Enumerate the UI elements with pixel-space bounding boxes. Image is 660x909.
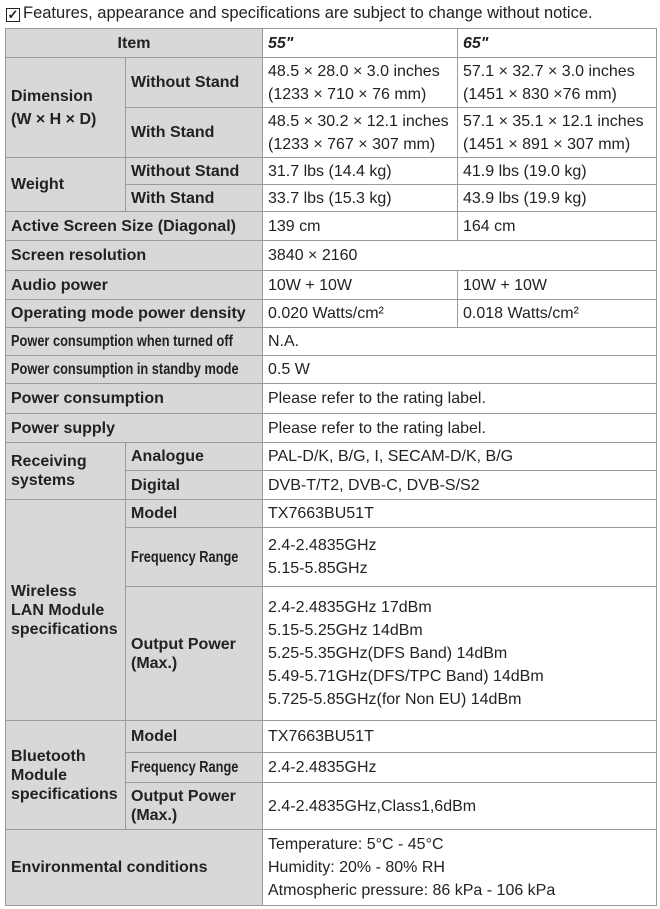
weight-with-label: With Stand bbox=[126, 185, 263, 212]
resolution-value: 3840 × 2160 bbox=[263, 241, 657, 271]
header-row bbox=[6, 29, 657, 58]
active-screen-55: 139 cm bbox=[263, 212, 458, 241]
dim-with-65: 57.1 × 35.1 × 12.1 inches (1451 × 891 × 307 mm) bbox=[458, 108, 657, 158]
wifi-output-label: Output Power (Max.) bbox=[126, 587, 263, 721]
op-density-65: 0.018 Watts/cm² bbox=[458, 300, 657, 328]
spec-table bbox=[5, 28, 657, 906]
active-screen-label: Active Screen Size (Diagonal) bbox=[6, 212, 263, 241]
weight-without-65: 41.9 lbs (19.0 kg) bbox=[458, 158, 657, 185]
audio-label: Audio power bbox=[6, 271, 263, 300]
notice bbox=[6, 3, 593, 23]
weight-label: Weight bbox=[6, 158, 126, 212]
table-row bbox=[6, 356, 657, 384]
table-row bbox=[6, 271, 657, 300]
audio-55: 10W + 10W bbox=[263, 271, 458, 300]
power-consumption-label: Power consumption bbox=[6, 384, 263, 414]
op-density-label: Operating mode power density bbox=[6, 300, 263, 328]
table-row bbox=[6, 500, 657, 528]
bt-freq-value: 2.4-2.4835GHz bbox=[263, 753, 657, 783]
table-row bbox=[6, 328, 657, 356]
digital-value: DVB-T/T2, DVB-C, DVB-S/S2 bbox=[263, 471, 657, 500]
bt-freq-label: Frequency Range bbox=[126, 753, 263, 783]
standby-value: 0.5 W bbox=[263, 356, 657, 384]
wifi-model-label: Model bbox=[126, 500, 263, 528]
table-row bbox=[6, 830, 657, 906]
checkbox-icon: ✓ bbox=[7, 7, 19, 22]
table-row bbox=[6, 212, 657, 241]
active-screen-65: 164 cm bbox=[458, 212, 657, 241]
wifi-freq-label: Frequency Range bbox=[126, 528, 263, 587]
table-row bbox=[6, 300, 657, 328]
table-row bbox=[6, 384, 657, 414]
bt-model-label: Model bbox=[126, 721, 263, 753]
power-consumption-value: Please refer to the rating label. bbox=[263, 384, 657, 414]
dim-without-65: 57.1 × 32.7 × 3.0 inches (1451 × 830 ×76 mm) bbox=[458, 58, 657, 108]
dim-with-stand-label: With Stand bbox=[126, 108, 263, 158]
op-density-55: 0.020 Watts/cm² bbox=[263, 300, 458, 328]
header-55: 55" bbox=[263, 29, 458, 58]
header-item: Item bbox=[6, 29, 263, 58]
power-supply-label: Power supply bbox=[6, 414, 263, 443]
power-off-label: Power consumption when turned off bbox=[6, 328, 263, 356]
dim-without-stand-label: Without Stand bbox=[126, 58, 263, 108]
power-supply-value: Please refer to the rating label. bbox=[263, 414, 657, 443]
bt-output-value: 2.4-2.4835GHz,Class1,6dBm bbox=[263, 783, 657, 830]
table-row bbox=[6, 721, 657, 753]
wifi-output-value: 2.4-2.4835GHz 17dBm 5.15-5.25GHz 14dBm 5.25-5.35GHz(DFS Band) 14dBm 5.49-5.71GHz(DFS/TPC Band) 14dBm 5.725-5.85GHz(for Non EU) 14dBm bbox=[263, 587, 657, 721]
wifi-freq-value: 2.4-2.4835GHz 5.15-5.85GHz bbox=[263, 528, 657, 587]
analogue-label: Analogue bbox=[126, 443, 263, 471]
notice-text: Features, appearance and specifications are subject to change without notice. bbox=[23, 4, 593, 22]
dim-with-55: 48.5 × 30.2 × 12.1 inches (1233 × 767 × 307 mm) bbox=[263, 108, 458, 158]
bluetooth-label: Bluetooth Module specifications bbox=[6, 721, 126, 830]
dimension-label: Dimension (W × H × D) bbox=[6, 58, 126, 158]
bt-model-value: TX7663BU51T bbox=[263, 721, 657, 753]
dim-without-55: 48.5 × 28.0 × 3.0 inches (1233 × 710 × 76 mm) bbox=[263, 58, 458, 108]
bt-output-label: Output Power (Max.) bbox=[126, 783, 263, 830]
weight-without-label: Without Stand bbox=[126, 158, 263, 185]
header-65: 65" bbox=[458, 29, 657, 58]
table-row bbox=[6, 443, 657, 471]
resolution-label: Screen resolution bbox=[6, 241, 263, 271]
table-row bbox=[6, 58, 657, 108]
environment-value: Temperature: 5°C - 45°C Humidity: 20% - 80% RH Atmospheric pressure: 86 kPa - 106 kPa bbox=[263, 830, 657, 906]
weight-with-65: 43.9 lbs (19.9 kg) bbox=[458, 185, 657, 212]
weight-with-55: 33.7 lbs (15.3 kg) bbox=[263, 185, 458, 212]
audio-65: 10W + 10W bbox=[458, 271, 657, 300]
environment-label: Environmental conditions bbox=[6, 830, 263, 906]
analogue-value: PAL-D/K, B/G, I, SECAM-D/K, B/G bbox=[263, 443, 657, 471]
standby-label: Power consumption in standby mode bbox=[6, 356, 263, 384]
wireless-label: Wireless LAN Module specifications bbox=[6, 500, 126, 721]
digital-label: Digital bbox=[126, 471, 263, 500]
weight-without-55: 31.7 lbs (14.4 kg) bbox=[263, 158, 458, 185]
wifi-model-value: TX7663BU51T bbox=[263, 500, 657, 528]
table-row bbox=[6, 241, 657, 271]
table-row bbox=[6, 158, 657, 185]
power-off-value: N.A. bbox=[263, 328, 657, 356]
table-row bbox=[6, 414, 657, 443]
receiving-label: Receiving systems bbox=[6, 443, 126, 500]
